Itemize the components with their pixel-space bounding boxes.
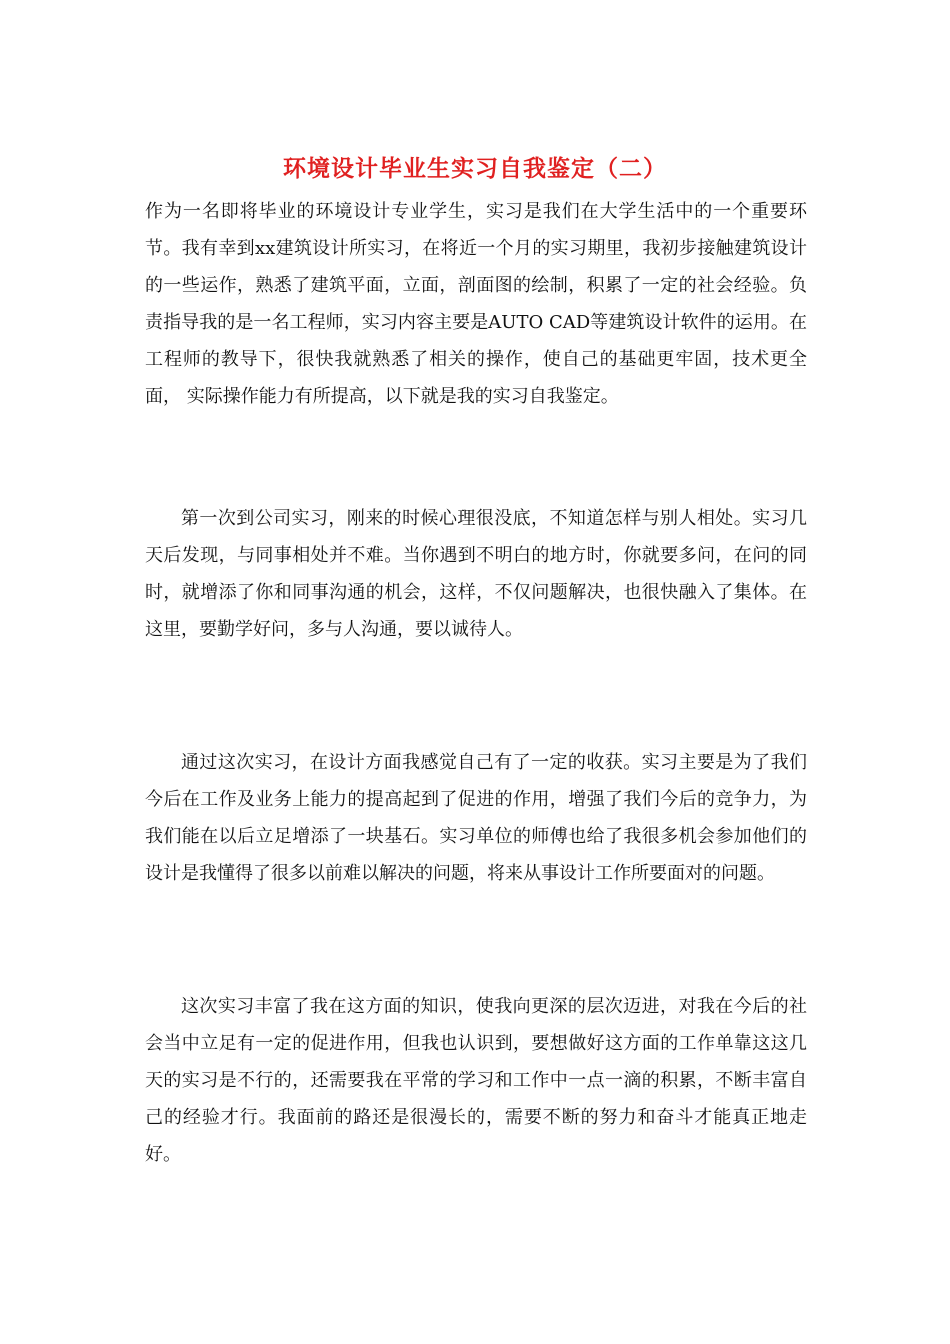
document-title: 环境设计毕业生实习自我鉴定（二） [283, 155, 667, 182]
paragraph-conclusion: 这次实习丰富了我在这方面的知识，使我向更深的层次迈进，对我在今后的社会当中立足有一定的促进作用，但我也认识到，要想做好这方面的工作单靠这这几天的实习是不行的，还需要我在平常的学习和工作中一点一滴的积累，不断丰富自己的经验才行。我面前的路还是很漫长的，需要不断的努力和奋斗才能真正地走好。 [145, 996, 807, 1165]
paragraph-design-gains: 通过这次实习，在设计方面我感觉自己有了一定的收获。实习主要是为了我们今后在工作及业务上能力的提高起到了促进的作用，增强了我们今后的竞争力，为我们能在以后立足增添了一块基石。实习单位的师傅也给了我很多机会参加他们的设计是我懂得了很多以前难以解决的问题，将来从事设计工作所要面对的问题。 [145, 752, 807, 884]
paragraph-first-internship: 第一次到公司实习，刚来的时候心理很没底，不知道怎样与别人相处。实习几天后发现，与同事相处并不难。当你遇到不明白的地方时，你就要多问，在问的同时，就增添了你和同事沟通的机会，这样，不仅问题解决，也很快融入了集体。在这里，要勤学好问，多与人沟通，要以诚待人。 [145, 508, 807, 640]
paragraph-intro: 作为一名即将毕业的环境设计专业学生，实习是我们在大学生活中的一个重要环节。我有幸到xx建筑设计所实习，在将近一个月的实习期里，我初步接触建筑设计的一些运作，熟悉了建筑平面，立面，剖面图的绘制，积累了一定的社会经验。负责指导我的是一名工程师，实习内容主要是AUTO CAD等建筑设计软件的运用。在工程师的教导下，很快我就熟悉了相关的操作，使自己的基础更牢固，技术更全面， 实际操作能力有所提高，以下就是我的实习自我鉴定。 [145, 201, 807, 407]
document-body [145, 193, 807, 1173]
